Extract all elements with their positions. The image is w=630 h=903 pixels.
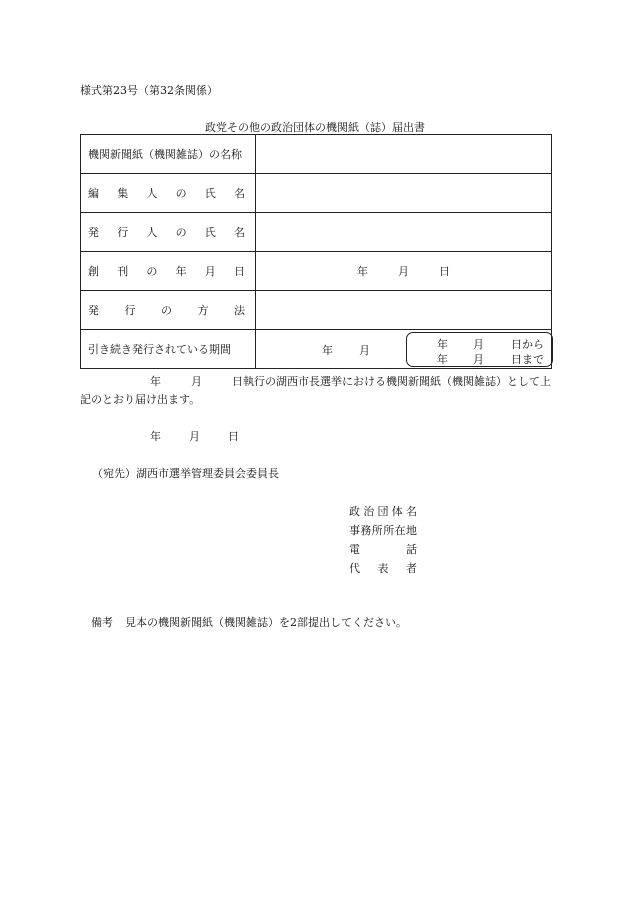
field-publication-method[interactable]	[256, 291, 552, 330]
form-number: 様式第23号（第32条関係）	[80, 84, 218, 97]
period-range-bracket	[406, 332, 553, 367]
period-to	[437, 351, 544, 367]
label-continuous-period: 引き続き発行されている期間	[81, 330, 256, 369]
year-unit: 年	[357, 265, 368, 278]
label-office-address: 事務所所在地	[349, 524, 417, 537]
label-representative: 代表者	[349, 562, 417, 575]
statement-line-1	[150, 373, 551, 389]
field-publication-name[interactable]	[256, 135, 552, 174]
period-from	[437, 336, 544, 352]
remark-text: 見本の機関新聞紙（機関雑誌）を2部提出してください。	[125, 616, 407, 629]
table-row	[81, 135, 552, 174]
submission-date	[150, 428, 239, 444]
month-unit: 月	[473, 353, 484, 366]
field-editor-name[interactable]	[256, 174, 552, 213]
day-from-unit: 日から	[511, 338, 544, 351]
label-phone: 電話	[349, 543, 417, 556]
field-publisher-name[interactable]	[256, 213, 552, 252]
month-unit: 月	[191, 375, 202, 388]
label-publication-name: 機関新聞紙（機関雑誌）の名称	[81, 135, 256, 174]
year-unit: 年	[322, 344, 333, 357]
day-to-unit: 日まで	[511, 353, 544, 366]
statement-text: 日執行の湖西市長選挙における機関新聞紙（機関雑誌）として上	[232, 375, 551, 388]
remark	[91, 614, 407, 630]
table-row	[81, 174, 552, 213]
year-unit: 年	[437, 338, 448, 351]
day-unit: 日	[228, 430, 239, 443]
label-editor-name: 編集人の氏名	[81, 174, 256, 213]
year-unit: 年	[437, 353, 448, 366]
label-publication-method: 発行の方法	[81, 291, 256, 330]
field-first-issue-date[interactable]	[256, 252, 552, 291]
table-row	[81, 252, 552, 291]
table-row	[81, 213, 552, 252]
label-publisher-name: 発行人の氏名	[81, 213, 256, 252]
document-title: 政党その他の政治団体の機関紙（誌）届出書	[205, 121, 425, 134]
year-unit: 年	[150, 430, 161, 443]
statement-line-2: 記のとおり届け出ます。	[80, 393, 201, 406]
remark-label: 備考	[91, 616, 113, 629]
table-row	[81, 330, 552, 369]
day-unit: 日	[439, 265, 450, 278]
label-organization-name: 政治団体名	[349, 505, 417, 518]
month-unit: 月	[398, 265, 409, 278]
month-unit: 月	[359, 344, 370, 357]
notification-form-table	[80, 134, 552, 369]
month-unit: 月	[473, 338, 484, 351]
label-first-issue-date: 創刊の年月日	[81, 252, 256, 291]
period-duration	[322, 342, 396, 358]
field-continuous-period[interactable]	[256, 330, 552, 369]
table-row	[81, 291, 552, 330]
recipient: （宛先）湖西市選挙管理委員会委員長	[92, 467, 279, 480]
month-unit: 月	[189, 430, 200, 443]
year-unit: 年	[150, 375, 161, 388]
